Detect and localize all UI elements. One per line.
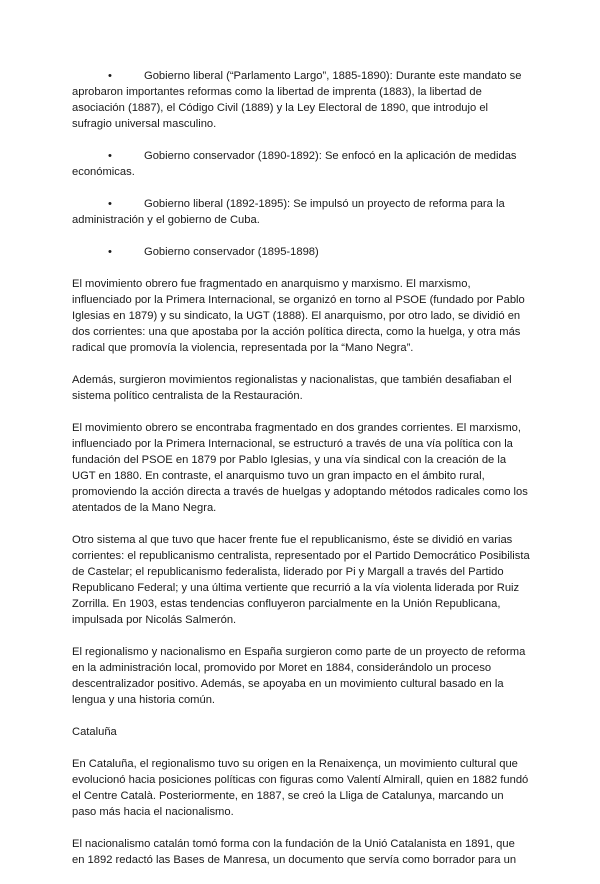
bullet-text: Gobierno liberal (“Parlamento Largo”, 1885-1890): Durante este mandato se aprobaron importantes reformas como la libertad de imprenta (1883), la libertad de asociación (1887), el Código Civil (1889) y la Ley Electoral de 1890, que introdujo el sufragio universal masculino. [72,70,522,130]
paragraph: El movimiento obrero se encontraba fragmentado en dos grandes corrientes. El marxismo, influenciado por la Primera Internacional, se estructuró a través de una vía política con la fundación del PSOE en 1879 por Pablo Iglesias, y una vía sindical con la creación de la UGT en 1880. En contraste, el anarquismo tuvo un gran impacto en el ámbito rural, promoviendo la acción directa a través de huelgas y adoptando métodos radicales como los atentados de la Mano Negra. [72,422,528,514]
bullet-icon: • [108,246,112,258]
paragraph: El movimiento obrero fue fragmentado en anarquismo y marxismo. El marxismo, influenciado por la Primera Internacional, se organizó en torno al PSOE (fundado por Pablo Iglesias en 1879) y su sindicato, la UGT (1888). El anarquismo, por otro lado, se dividió en dos corrientes: una que apostaba por la acción política directa, como la huelga, y otra más radical que promovía la violencia, representada por la “Mano Negra”. [72,278,525,354]
paragraph: En Cataluña, el regionalismo tuvo su origen en la Renaixença, un movimiento cultural que evolucionó hacia posiciones políticas con figuras como Valentí Almirall, quien en 1882 fundó el Centre Català. Posteriormente, en 1887, se creó la Lliga de Catalunya, marcando un paso más hacia el nacionalismo. [72,758,529,818]
section-heading: Cataluña [72,726,117,738]
bullet-icon: • [108,70,112,82]
bullet-icon: • [108,150,112,162]
bullet-item [72,68,530,132]
bullet-item [72,244,530,260]
paragraph: El regionalismo y nacionalismo en España surgieron como parte de un proyecto de reforma en la administración local, promovido por Moret en 1884, considerándolo un proceso descentralizador positivo. Además, se apoyaba en un movimiento cultural basado en la lengua y una historia común. [72,646,526,706]
bullet-text: Gobierno conservador (1895-1898) [144,246,319,258]
paragraph: Además, surgieron movimientos regionalistas y nacionalistas, que también desafiaban el sistema político centralista de la Restauración. [72,374,512,402]
paragraph: El nacionalismo catalán tomó forma con la fundación de la Unió Catalanista en 1891, que en 1892 redactó las Bases de Manresa, un documento que servía como borrador para un [72,838,517,866]
bullet-icon: • [108,198,112,210]
bullet-item [72,148,530,180]
bullet-text: Gobierno conservador (1890-1892): Se enfocó en la aplicación de medidas económicas. [72,150,517,178]
bullet-item [72,196,530,228]
paragraph: Otro sistema al que tuvo que hacer frente fue el republicanismo, éste se dividió en varias corrientes: el republicanismo centralista, representado por el Partido Democrático Posibilista de Castelar; el republicanismo federalista, liderado por Pi y Margall a través del Partido Republicano Federal; y una última vertiente que recurrió a la vía violenta liderada por Ruiz Zorrilla. En 1903, estas tendencias confluyeron parcialmente en la Unión Republicana, impulsada por Nicolás Salmerón. [72,534,530,626]
document-body [72,68,530,884]
bullet-text: Gobierno liberal (1892-1895): Se impulsó un proyecto de reforma para la administración y el gobierno de Cuba. [72,198,505,226]
